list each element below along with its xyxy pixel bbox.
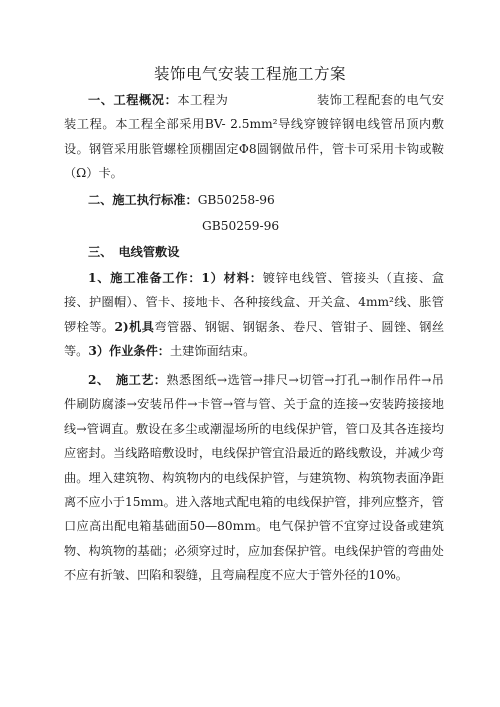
page-title: 装饰电气安装工程施工方案	[153, 65, 346, 83]
section-1-heading: 一、工程概况：	[88, 93, 178, 107]
section-3-heading-line	[64, 240, 444, 264]
standard-2: GB50259-96	[202, 219, 280, 233]
tools-text: 弯管器、钢锯、钢锯条、卷尺、管钳子、圆锉、钢丝等。	[64, 319, 445, 359]
section-3-heading: 三、 电线管敷设	[88, 245, 180, 259]
tools-label: 2)机具	[114, 319, 155, 334]
item-1-label: 1、施工准备工作：	[88, 271, 202, 285]
standard-2-line	[64, 214, 444, 238]
item-2-text: 熟悉图纸→选管→排尺→切管→打孔→制作吊件→吊件刷防腐漆→安装吊件→卡管→管与管、关于盒的连接→安装跨接接地线→管调直。敷设在多尘或潮湿场所的电线保护管，管口及其各连接均应密封。当线路暗敷设时，电线保护管宜沿最近的路线敷设，并减少弯曲。埋入建筑物、构筑物内的电线保护管，与建筑物、构筑物表面净距离不应小于15mm。进入落地式配电箱的电线保护管，排列应整齐，管口应高出配电箱基础面50—80mm。电气保护管不宜穿过设备或建筑物、构筑物的基础；必须穿过时，应加套保护管。电线保护管的弯曲处不应有折皱、凹陷和裂缝，且弯扁程度不应大于管外径的10%。	[64, 373, 444, 583]
materials-text: 镀锌电线管、管接头（直接、盒接、护圈帽）、管卡、接地卡、各种接线盒、开关盒、4mm²线、胀管锣栓等。	[64, 271, 445, 334]
section-3-item-2-paragraph	[64, 368, 444, 588]
item-2-label: 2、 施工艺：	[88, 373, 167, 387]
section-1-text-a: 本工程为	[177, 93, 229, 107]
section-2-paragraph	[64, 188, 444, 212]
section-1-paragraph	[64, 88, 444, 186]
section-1-text-b: 装饰工程配套的电气安装工程。本工程全部采用BV- 2.5mm²导线穿镀锌钢电线管吊顶内敷设。钢管采用胀管螺栓顶棚固定Φ8圆钢做吊件，管卡可采用卡钩或鞍（Ω）卡。	[64, 93, 445, 181]
materials-label: 1）材料：	[201, 271, 263, 285]
section-2-heading: 二、施工执行标准：	[88, 193, 198, 207]
section-3-item-1-paragraph	[64, 266, 444, 364]
standard-1: GB50258-96	[197, 193, 275, 207]
conditions-label: 3）作业条件：	[88, 344, 170, 359]
conditions-text: 土建饰面结束。	[169, 344, 256, 359]
